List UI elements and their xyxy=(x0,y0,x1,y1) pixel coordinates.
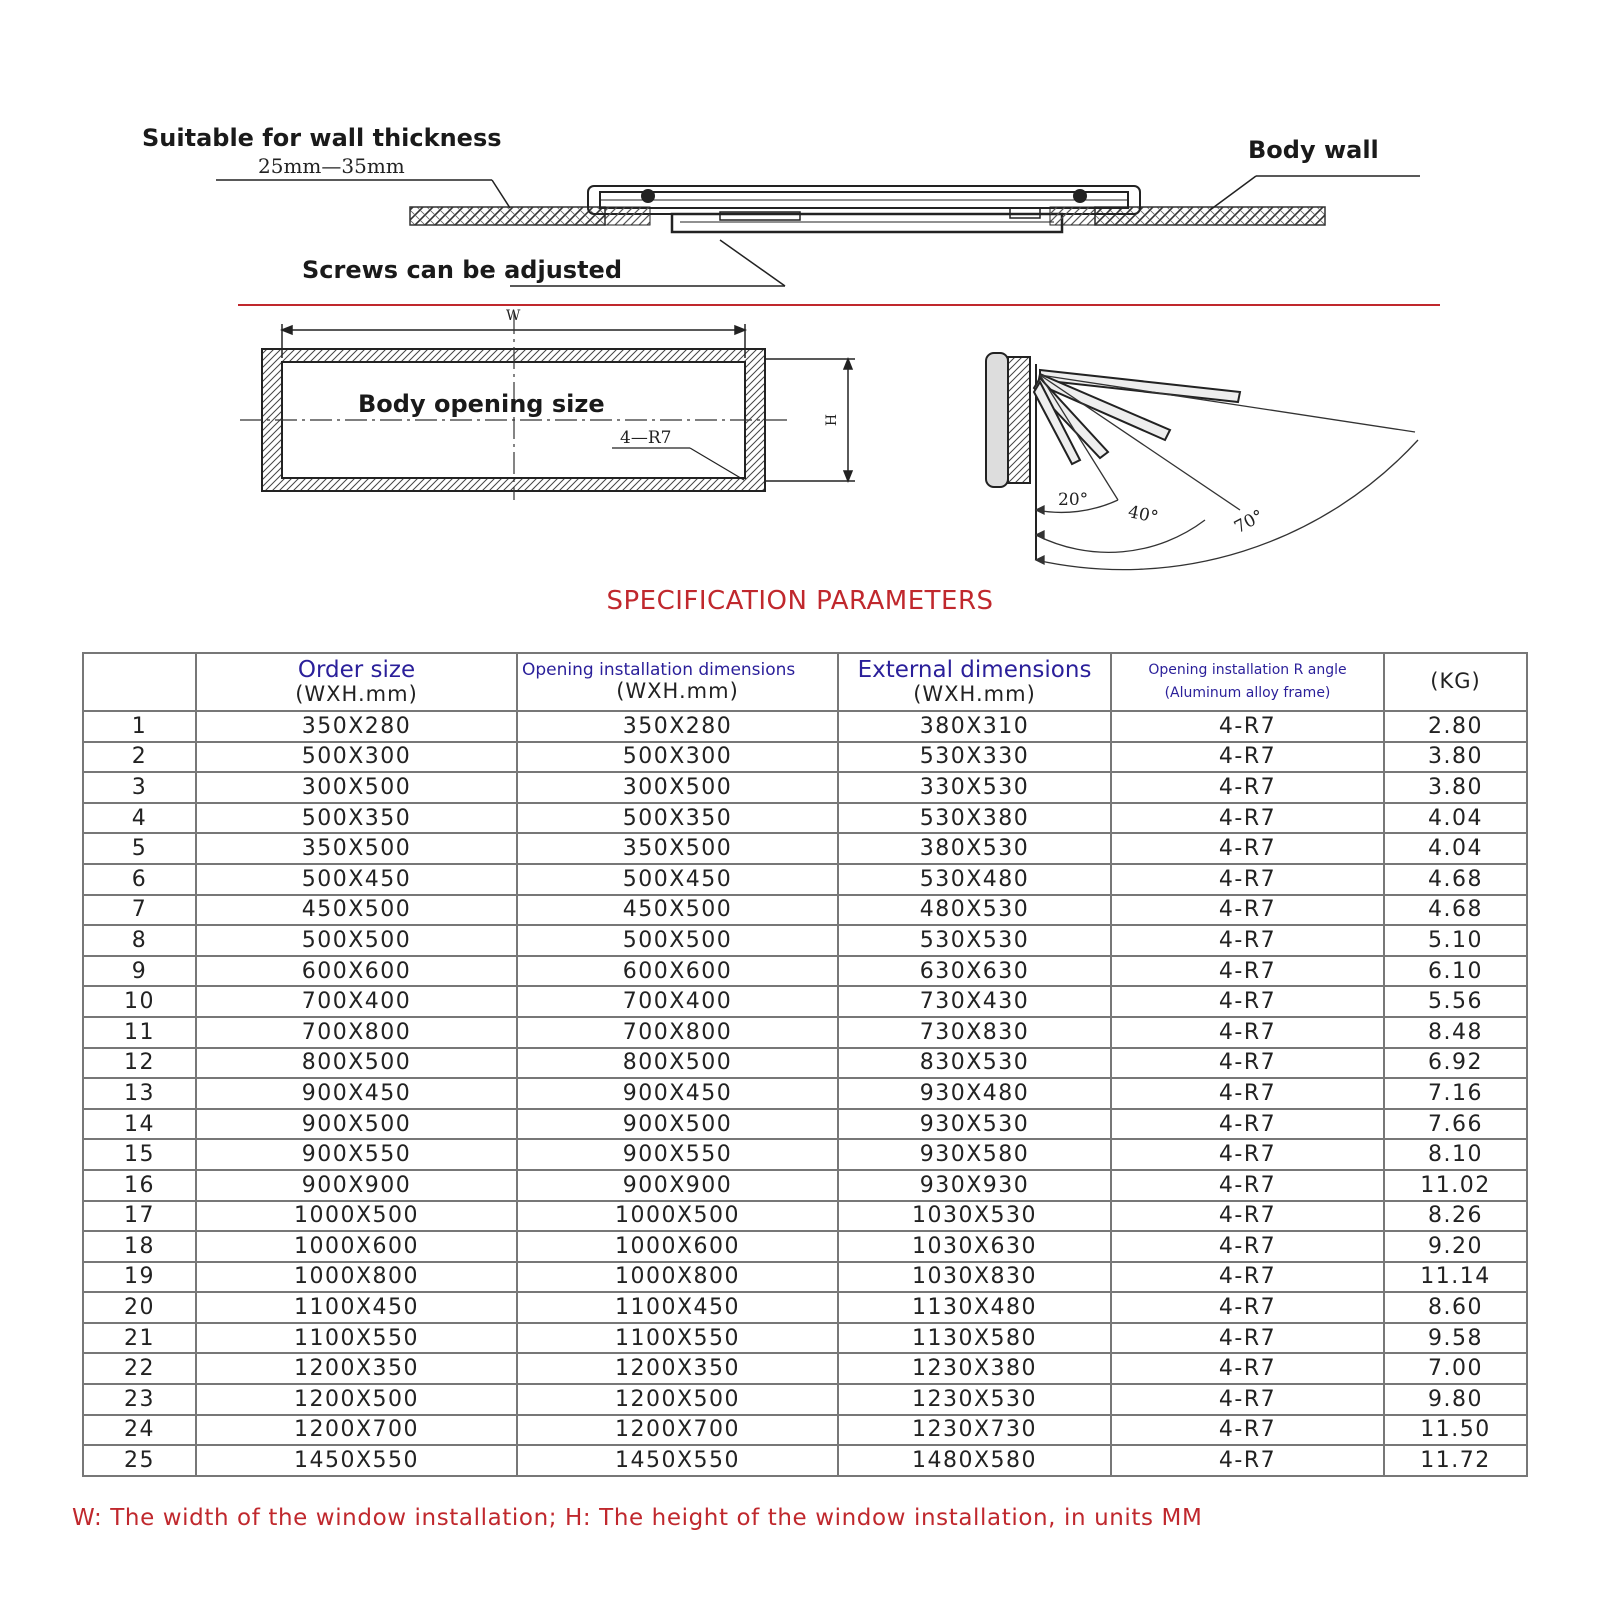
table-row xyxy=(83,1292,1527,1323)
r-angle-cell: 4-R7 xyxy=(1111,1048,1384,1079)
external-dimensions-cell: 530X530 xyxy=(838,925,1111,956)
table-row xyxy=(83,803,1527,834)
external-dimensions-cell: 630X630 xyxy=(838,956,1111,987)
angle-label-70: 70° xyxy=(1231,506,1268,538)
external-dimensions-cell: 1230X530 xyxy=(838,1384,1111,1415)
r-angle-cell: 4-R7 xyxy=(1111,895,1384,926)
opening-dimensions-cell: 1200X700 xyxy=(517,1415,838,1446)
opening-dimensions-cell: 600X600 xyxy=(517,956,838,987)
row-index-cell: 4 xyxy=(83,803,196,834)
table-row xyxy=(83,772,1527,803)
row-index-cell: 6 xyxy=(83,864,196,895)
table-row xyxy=(83,1139,1527,1170)
r-angle-cell: 4-R7 xyxy=(1111,1139,1384,1170)
table-row xyxy=(83,986,1527,1017)
order-size-cell: 900X450 xyxy=(196,1078,517,1109)
order-size-cell: 1450X550 xyxy=(196,1445,517,1476)
r-angle-cell: 4-R7 xyxy=(1111,711,1384,742)
weight-kg-cell: 4.68 xyxy=(1384,864,1527,895)
weight-kg-cell: 7.16 xyxy=(1384,1078,1527,1109)
external-dimensions-cell: 730X830 xyxy=(838,1017,1111,1048)
weight-kg-cell: 8.60 xyxy=(1384,1292,1527,1323)
external-dimensions-cell: 530X480 xyxy=(838,864,1111,895)
wall-thickness-label: Suitable for wall thickness xyxy=(142,124,502,152)
opening-dimensions-cell: 700X800 xyxy=(517,1017,838,1048)
angle-label-40: 40° xyxy=(1126,502,1160,528)
table-row xyxy=(83,1109,1527,1140)
order-size-cell: 1100X550 xyxy=(196,1323,517,1354)
opening-dimensions-cell: 500X450 xyxy=(517,864,838,895)
order-size-cell: 900X900 xyxy=(196,1170,517,1201)
weight-kg-cell: 8.48 xyxy=(1384,1017,1527,1048)
r-angle-cell: 4-R7 xyxy=(1111,864,1384,895)
external-dimensions-cell: 1130X480 xyxy=(838,1292,1111,1323)
weight-kg-cell: 11.02 xyxy=(1384,1170,1527,1201)
opening-dimensions-cell: 1200X500 xyxy=(517,1384,838,1415)
external-dimensions-cell: 930X480 xyxy=(838,1078,1111,1109)
row-index-cell: 25 xyxy=(83,1445,196,1476)
weight-kg-cell: 5.10 xyxy=(1384,925,1527,956)
external-dimensions-cell: 530X330 xyxy=(838,742,1111,773)
opening-dimensions-cell: 1000X600 xyxy=(517,1231,838,1262)
opening-dimensions-cell: 1000X500 xyxy=(517,1201,838,1232)
weight-kg-cell: 9.20 xyxy=(1384,1231,1527,1262)
row-index-cell: 24 xyxy=(83,1415,196,1446)
header-index xyxy=(83,653,196,711)
table-row xyxy=(83,1415,1527,1446)
row-index-cell: 2 xyxy=(83,742,196,773)
order-size-cell: 500X500 xyxy=(196,925,517,956)
weight-kg-cell: 8.10 xyxy=(1384,1139,1527,1170)
external-dimensions-cell: 830X530 xyxy=(838,1048,1111,1079)
row-index-cell: 23 xyxy=(83,1384,196,1415)
table-row xyxy=(83,1017,1527,1048)
external-dimensions-cell: 1230X380 xyxy=(838,1353,1111,1384)
order-size-cell: 1000X500 xyxy=(196,1201,517,1232)
r-angle-cell: 4-R7 xyxy=(1111,1201,1384,1232)
row-index-cell: 21 xyxy=(83,1323,196,1354)
weight-kg-cell: 4.68 xyxy=(1384,895,1527,926)
table-row xyxy=(83,1323,1527,1354)
weight-kg-cell: 7.00 xyxy=(1384,1353,1527,1384)
order-size-cell: 1000X600 xyxy=(196,1231,517,1262)
opening-dimensions-cell: 1000X800 xyxy=(517,1262,838,1293)
r-angle-cell: 4-R7 xyxy=(1111,1231,1384,1262)
row-index-cell: 5 xyxy=(83,833,196,864)
row-index-cell: 10 xyxy=(83,986,196,1017)
order-size-cell: 600X600 xyxy=(196,956,517,987)
weight-kg-cell: 11.72 xyxy=(1384,1445,1527,1476)
r-angle-cell: 4-R7 xyxy=(1111,1262,1384,1293)
weight-kg-cell: 9.80 xyxy=(1384,1384,1527,1415)
thickness-range-label: 25mm—35mm xyxy=(258,154,405,178)
weight-kg-cell: 4.04 xyxy=(1384,803,1527,834)
order-size-cell: 800X500 xyxy=(196,1048,517,1079)
table-row xyxy=(83,956,1527,987)
r-angle-cell: 4-R7 xyxy=(1111,1109,1384,1140)
opening-dimensions-cell: 350X500 xyxy=(517,833,838,864)
r-angle-cell: 4-R7 xyxy=(1111,1384,1384,1415)
opening-dimensions-cell: 350X280 xyxy=(517,711,838,742)
opening-dimensions-cell: 1100X550 xyxy=(517,1323,838,1354)
header-external-dimensions: External dimensions (WXH.mm) xyxy=(838,653,1111,711)
order-size-cell: 1200X350 xyxy=(196,1353,517,1384)
width-marker: W xyxy=(506,308,521,324)
opening-dimensions-cell: 1100X450 xyxy=(517,1292,838,1323)
spec-table xyxy=(82,652,1528,1477)
weight-kg-cell: 11.50 xyxy=(1384,1415,1527,1446)
row-index-cell: 18 xyxy=(83,1231,196,1262)
header-order-size: Order size (WXH.mm) xyxy=(196,653,517,711)
table-row xyxy=(83,925,1527,956)
row-index-cell: 7 xyxy=(83,895,196,926)
height-marker: H xyxy=(824,413,841,427)
r-angle-cell: 4-R7 xyxy=(1111,1292,1384,1323)
screws-label: Screws can be adjusted xyxy=(302,256,623,284)
r-angle-cell: 4-R7 xyxy=(1111,986,1384,1017)
order-size-cell: 350X280 xyxy=(196,711,517,742)
angle-label-20: 20° xyxy=(1058,490,1089,510)
external-dimensions-cell: 730X430 xyxy=(838,986,1111,1017)
r-angle-cell: 4-R7 xyxy=(1111,1323,1384,1354)
opening-dimensions-cell: 500X300 xyxy=(517,742,838,773)
row-index-cell: 13 xyxy=(83,1078,196,1109)
order-size-cell: 350X500 xyxy=(196,833,517,864)
order-size-cell: 700X400 xyxy=(196,986,517,1017)
header-weight: (KG) xyxy=(1384,653,1527,711)
table-row xyxy=(83,833,1527,864)
r-angle-cell: 4-R7 xyxy=(1111,1017,1384,1048)
opening-dimensions-cell: 1450X550 xyxy=(517,1445,838,1476)
row-index-cell: 9 xyxy=(83,956,196,987)
r-angle-cell: 4-R7 xyxy=(1111,956,1384,987)
r-angle-cell: 4-R7 xyxy=(1111,833,1384,864)
order-size-cell: 1000X800 xyxy=(196,1262,517,1293)
table-row xyxy=(83,1048,1527,1079)
external-dimensions-cell: 1480X580 xyxy=(838,1445,1111,1476)
opening-title: Body opening size xyxy=(358,390,605,418)
corner-radius-label: 4—R7 xyxy=(620,428,672,448)
table-row xyxy=(83,1201,1527,1232)
external-dimensions-cell: 1130X580 xyxy=(838,1323,1111,1354)
order-size-cell: 900X550 xyxy=(196,1139,517,1170)
row-index-cell: 19 xyxy=(83,1262,196,1293)
opening-dimensions-cell: 900X500 xyxy=(517,1109,838,1140)
order-size-cell: 300X500 xyxy=(196,772,517,803)
order-size-cell: 1200X500 xyxy=(196,1384,517,1415)
row-index-cell: 8 xyxy=(83,925,196,956)
row-index-cell: 15 xyxy=(83,1139,196,1170)
weight-kg-cell: 6.92 xyxy=(1384,1048,1527,1079)
weight-kg-cell: 11.14 xyxy=(1384,1262,1527,1293)
external-dimensions-cell: 380X530 xyxy=(838,833,1111,864)
weight-kg-cell: 7.66 xyxy=(1384,1109,1527,1140)
table-row xyxy=(83,1262,1527,1293)
external-dimensions-cell: 930X930 xyxy=(838,1170,1111,1201)
header-r-angle: Opening installation R angle (Aluminum alloy frame) xyxy=(1111,653,1384,711)
weight-kg-cell: 3.80 xyxy=(1384,742,1527,773)
table-row xyxy=(83,1078,1527,1109)
row-index-cell: 11 xyxy=(83,1017,196,1048)
order-size-cell: 900X500 xyxy=(196,1109,517,1140)
external-dimensions-cell: 1230X730 xyxy=(838,1415,1111,1446)
table-row xyxy=(83,1384,1527,1415)
external-dimensions-cell: 1030X530 xyxy=(838,1201,1111,1232)
row-index-cell: 17 xyxy=(83,1201,196,1232)
row-index-cell: 22 xyxy=(83,1353,196,1384)
body-wall-label: Body wall xyxy=(1248,136,1379,164)
opening-dimensions-cell: 500X500 xyxy=(517,925,838,956)
opening-dimensions-cell: 300X500 xyxy=(517,772,838,803)
table-row xyxy=(83,742,1527,773)
external-dimensions-cell: 480X530 xyxy=(838,895,1111,926)
external-dimensions-cell: 330X530 xyxy=(838,772,1111,803)
opening-dimensions-cell: 1200X350 xyxy=(517,1353,838,1384)
order-size-cell: 1100X450 xyxy=(196,1292,517,1323)
external-dimensions-cell: 930X530 xyxy=(838,1109,1111,1140)
opening-dimensions-cell: 800X500 xyxy=(517,1048,838,1079)
r-angle-cell: 4-R7 xyxy=(1111,803,1384,834)
order-size-cell: 500X450 xyxy=(196,864,517,895)
order-size-cell: 500X300 xyxy=(196,742,517,773)
external-dimensions-cell: 930X580 xyxy=(838,1139,1111,1170)
opening-dimensions-cell: 900X550 xyxy=(517,1139,838,1170)
table-row xyxy=(83,864,1527,895)
external-dimensions-cell: 1030X830 xyxy=(838,1262,1111,1293)
row-index-cell: 20 xyxy=(83,1292,196,1323)
table-body xyxy=(83,711,1527,1476)
section-title: SPECIFICATION PARAMETERS xyxy=(606,586,994,616)
table-row xyxy=(83,1231,1527,1262)
opening-dimensions-cell: 450X500 xyxy=(517,895,838,926)
row-index-cell: 14 xyxy=(83,1109,196,1140)
table-row xyxy=(83,1445,1527,1476)
r-angle-cell: 4-R7 xyxy=(1111,1078,1384,1109)
opening-dimensions-cell: 900X450 xyxy=(517,1078,838,1109)
opening-dimensions-cell: 700X400 xyxy=(517,986,838,1017)
weight-kg-cell: 3.80 xyxy=(1384,772,1527,803)
order-size-cell: 700X800 xyxy=(196,1017,517,1048)
external-dimensions-cell: 530X380 xyxy=(838,803,1111,834)
weight-kg-cell: 2.80 xyxy=(1384,711,1527,742)
table-row xyxy=(83,1170,1527,1201)
weight-kg-cell: 6.10 xyxy=(1384,956,1527,987)
header-opening-dimensions: Opening installation dimensions (WXH.mm) xyxy=(517,653,838,711)
table-header-row xyxy=(83,653,1527,711)
table-row xyxy=(83,1353,1527,1384)
table-row xyxy=(83,711,1527,742)
weight-kg-cell: 8.26 xyxy=(1384,1201,1527,1232)
row-index-cell: 16 xyxy=(83,1170,196,1201)
weight-kg-cell: 4.04 xyxy=(1384,833,1527,864)
external-dimensions-cell: 380X310 xyxy=(838,711,1111,742)
r-angle-cell: 4-R7 xyxy=(1111,1353,1384,1384)
order-size-cell: 1200X700 xyxy=(196,1415,517,1446)
order-size-cell: 500X350 xyxy=(196,803,517,834)
opening-dimensions-cell: 500X350 xyxy=(517,803,838,834)
row-index-cell: 3 xyxy=(83,772,196,803)
weight-kg-cell: 5.56 xyxy=(1384,986,1527,1017)
r-angle-cell: 4-R7 xyxy=(1111,772,1384,803)
order-size-cell: 450X500 xyxy=(196,895,517,926)
footnote: W: The width of the window installation; H: The height of the window installation, in units MM xyxy=(72,1505,1203,1531)
r-angle-cell: 4-R7 xyxy=(1111,925,1384,956)
r-angle-cell: 4-R7 xyxy=(1111,1445,1384,1476)
r-angle-cell: 4-R7 xyxy=(1111,1415,1384,1446)
external-dimensions-cell: 1030X630 xyxy=(838,1231,1111,1262)
table-row xyxy=(83,895,1527,926)
sash-positions xyxy=(1034,370,1240,464)
row-index-cell: 1 xyxy=(83,711,196,742)
opening-angle-diagram xyxy=(0,0,1600,580)
weight-kg-cell: 9.58 xyxy=(1384,1323,1527,1354)
row-index-cell: 12 xyxy=(83,1048,196,1079)
r-angle-cell: 4-R7 xyxy=(1111,1170,1384,1201)
opening-dimensions-cell: 900X900 xyxy=(517,1170,838,1201)
r-angle-cell: 4-R7 xyxy=(1111,742,1384,773)
